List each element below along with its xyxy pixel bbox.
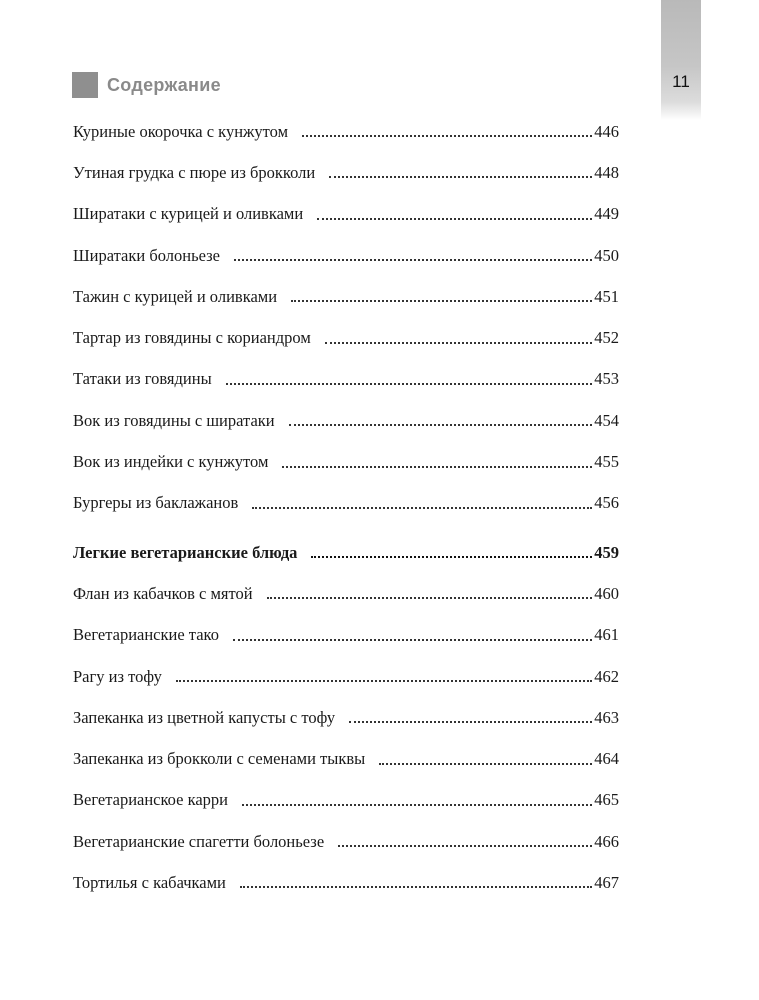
toc-leader-dots (379, 747, 592, 765)
toc-entry[interactable] (73, 400, 619, 441)
toc-entry-title: Вегетарианские спагетти болоньезе (73, 831, 325, 851)
toc-entry[interactable] (73, 697, 619, 738)
toc-entry[interactable] (73, 615, 619, 656)
toc-entry-title: Тажин с курицей и оливками (73, 286, 278, 306)
toc-entry-page: 462 (594, 666, 619, 686)
toc-entry-page: 467 (594, 872, 619, 892)
toc-leader-dots (349, 705, 592, 723)
toc-entry[interactable] (73, 656, 619, 697)
toc-entry-title: Куриные окорочка с кунжутом (73, 121, 289, 141)
toc-entry[interactable] (73, 862, 619, 903)
toc-entry[interactable] (73, 111, 619, 152)
toc-entry-title: Рагу из тофу (73, 666, 162, 686)
section-header (72, 72, 221, 98)
toc-entry[interactable] (73, 152, 619, 193)
toc-entry-page: 466 (594, 831, 619, 851)
toc-entry-page: 464 (594, 749, 619, 769)
toc-entry-title: Ширатаки болоньезе (73, 245, 220, 265)
toc-entry-page: 448 (594, 162, 619, 182)
toc-entry[interactable] (73, 483, 619, 524)
toc-entry-title: Вок из говядины с ширатаки (73, 410, 275, 430)
page-tab (661, 0, 701, 120)
toc-leader-dots (291, 284, 592, 302)
toc-entry-page: 452 (594, 328, 619, 348)
toc-leader-dots (242, 788, 592, 806)
toc-leader-dots (252, 491, 592, 509)
toc-entry[interactable] (73, 738, 619, 779)
toc-leader-dots (338, 829, 592, 847)
toc-entry-page: 461 (594, 625, 619, 645)
toc-entry-title: Запеканка из цветной капусты с тофу (73, 707, 336, 727)
toc-entry-page: 460 (594, 583, 619, 603)
toc-entry-title: Татаки из говядины (73, 369, 212, 389)
toc-entry-page: 446 (594, 121, 619, 141)
page-number: 11 (672, 72, 690, 91)
toc-entry-page: 451 (594, 286, 619, 306)
toc-entry-page: 455 (594, 452, 619, 472)
toc-leader-dots (282, 450, 592, 468)
page-title: Содержание (107, 74, 221, 95)
toc-leader-dots (267, 581, 593, 599)
toc-entry[interactable] (73, 317, 619, 358)
toc-entry-title: Утиная грудка с пюре из брокколи (73, 162, 316, 182)
toc-entry-title: Тортилья с кабачками (73, 872, 226, 892)
toc-entry-page: 453 (594, 369, 619, 389)
toc-entry[interactable] (73, 235, 619, 276)
toc-leader-dots (302, 119, 592, 137)
toc-leader-dots (234, 243, 592, 261)
toc-leader-dots (317, 202, 592, 220)
toc-entry-title: Вок из индейки с кунжутом (73, 452, 269, 472)
toc-entry-title: Запеканка из брокколи с семенами тыквы (73, 749, 366, 769)
table-of-contents (73, 111, 619, 904)
toc-leader-dots (325, 326, 592, 344)
header-square-marker (72, 72, 98, 98)
toc-section-page: 459 (594, 542, 619, 562)
toc-leader-dots (240, 870, 592, 888)
toc-entry[interactable] (73, 276, 619, 317)
toc-entry[interactable] (73, 441, 619, 482)
toc-entry-title: Тартар из говядины с кориандром (73, 328, 311, 348)
toc-leader-dots (311, 540, 592, 558)
toc-leader-dots (176, 664, 592, 682)
toc-entry-page: 449 (594, 204, 619, 224)
toc-entry-page: 465 (594, 790, 619, 810)
toc-leader-dots (329, 160, 592, 178)
toc-entry[interactable] (73, 573, 619, 614)
toc-entry-title: Вегетарианские тако (73, 625, 219, 645)
toc-entry[interactable] (73, 194, 619, 235)
toc-entry-page: 454 (594, 410, 619, 430)
toc-entry-page: 450 (594, 245, 619, 265)
toc-section-heading[interactable] (73, 532, 619, 573)
toc-section-title: Легкие вегетарианские блюда (73, 542, 298, 562)
toc-entry-title: Бургеры из баклажанов (73, 493, 239, 513)
toc-entry[interactable] (73, 780, 619, 821)
toc-entry-title: Ширатаки с курицей и оливками (73, 204, 304, 224)
toc-entry-title: Флан из кабачков с мятой (73, 583, 253, 603)
toc-leader-dots (289, 408, 593, 426)
toc-entry-title: Вегетарианское карри (73, 790, 228, 810)
toc-entry-page: 463 (594, 707, 619, 727)
toc-entry-page: 456 (594, 493, 619, 513)
toc-leader-dots (233, 623, 592, 641)
toc-leader-dots (226, 367, 593, 385)
toc-entry[interactable] (73, 821, 619, 862)
toc-entry[interactable] (73, 359, 619, 400)
